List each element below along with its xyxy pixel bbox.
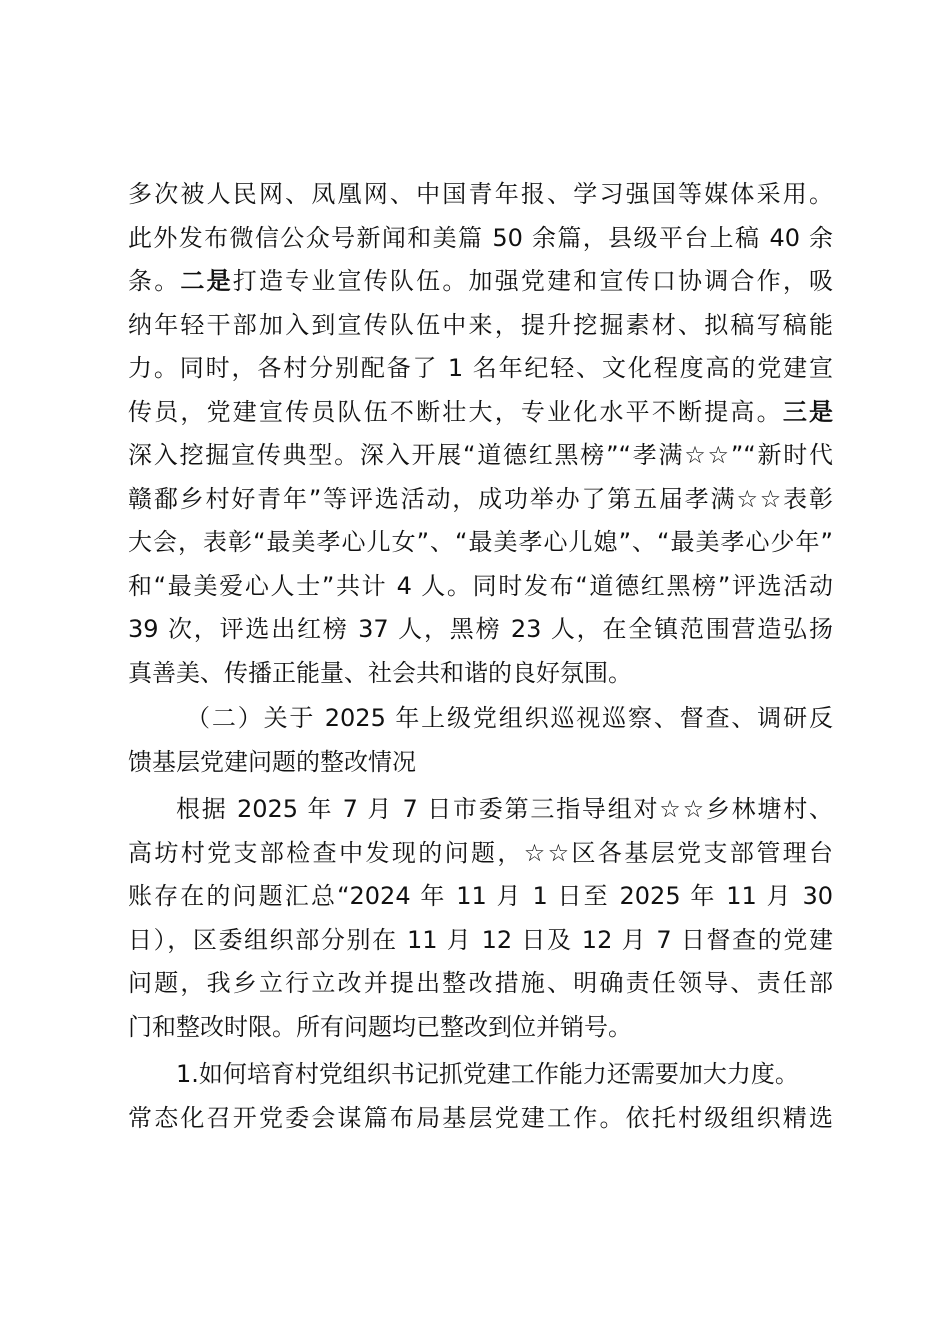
paragraph-line: 高坊村党支部检查中发现的问题，☆☆区各基层党支部管理台 — [128, 838, 833, 867]
paragraph-line: 门和整改时限。所有问题均已整改到位并销号。 — [128, 1012, 632, 1041]
section-heading: （二）关于 2025 年上级党组织巡视巡察、督查、调研反 — [186, 704, 833, 732]
paragraph-line: 真善美、传播正能量、社会共和谐的良好氛围。 — [128, 658, 632, 687]
paragraph-line: 大会，表彰“最美孝心儿女”、“最美孝心儿媳”、“最美孝心少年” — [128, 528, 833, 556]
paragraph-line: 多次被人民网、凤凰网、中国青年报、学习强国等媒体采用。 — [128, 180, 833, 208]
paragraph-line: 深入挖掘宣传典型。深入开展“道德红黑榜”“孝满☆☆”“新时代 — [128, 441, 833, 469]
line-text: 打造专业宣传队伍。加强党建和宣传口协调合作，吸 — [232, 267, 834, 295]
line-text: 传员，党建宣传员队伍不断壮大，专业化水平不断提高。 — [128, 397, 783, 426]
document-body — [128, 173, 833, 1140]
paragraph-line: 问题，我乡立行立改并提出整改措施、明确责任领导、责任部 — [128, 969, 833, 997]
paragraph-line: 账存在的问题汇总“2024 年 11 月 1 日至 2025 年 11 月 30 — [128, 882, 833, 910]
bold-label-two: 二是 — [180, 267, 233, 295]
paragraph-line: 根据 2025 年 7 月 7 日市委第三指导组对☆☆乡林塘村、 — [176, 795, 833, 823]
line-text: 条。 — [128, 267, 181, 295]
paragraph-line: 1.如何培育村党组织书记抓党建工作能力还需要加大力度。 — [176, 1060, 799, 1088]
paragraph-line — [128, 260, 833, 304]
paragraph-line: 力。同时，各村分别配备了 1 名年纪轻、文化程度高的党建宣 — [128, 354, 833, 382]
paragraph-line: 和“最美爱心人士”共计 4 人。同时发布“道德红黑榜”评选活动 — [128, 571, 833, 600]
paragraph-line: 此外发布微信公众号新闻和美篇 50 余篇，县级平台上稿 40 余 — [128, 223, 833, 252]
bold-label-three: 三是 — [782, 397, 834, 426]
paragraph-line: 纳年轻干部加入到宣传队伍中来，提升挖掘素材、拟稿写稿能 — [128, 310, 833, 339]
section-heading: 馈基层党建问题的整改情况 — [128, 747, 416, 776]
paragraph-line: 39 次，评选出红榜 37 人，黑榜 23 人，在全镇范围营造弘扬 — [128, 615, 833, 643]
paragraph-line — [128, 391, 833, 435]
paragraph-line: 日），区委组织部分别在 11 月 12 日及 12 月 7 日督查的党建 — [128, 925, 833, 954]
paragraph-line: 常态化召开党委会谋篇布局基层党建工作。依托村级组织精选 — [128, 1103, 833, 1132]
paragraph-line: 赣鄱乡村好青年”等评选活动，成功举办了第五届孝满☆☆表彰 — [128, 484, 833, 513]
